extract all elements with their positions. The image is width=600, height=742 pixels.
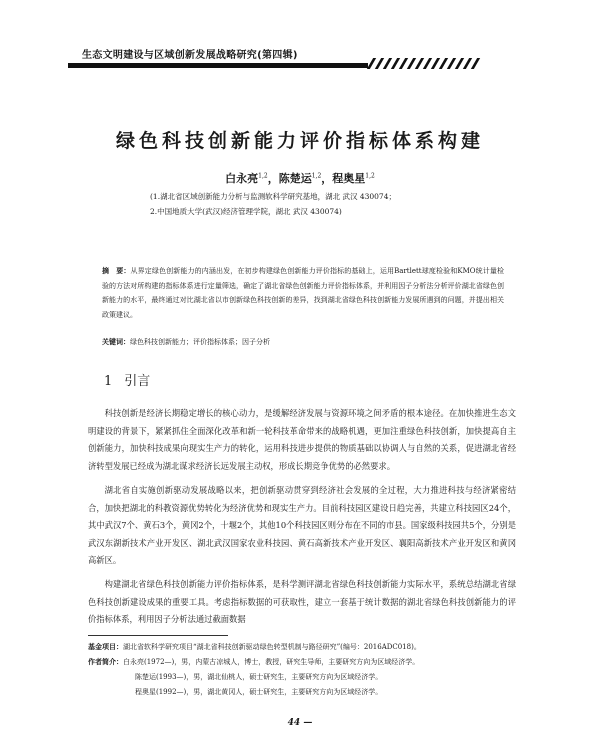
header-tick <box>471 58 480 69</box>
footnote-divider <box>88 635 228 636</box>
footnote-funding <box>88 640 518 654</box>
author-affiliation-mark: 1,2 <box>365 172 375 180</box>
author-list <box>0 170 600 186</box>
author-name: 陈楚运 <box>278 172 312 185</box>
footnote-text: 湖北省软科学研究项目“湖北省科技创新驱动绿色转型机制与路径研究”(编号：2016ADC018)。 <box>123 643 421 651</box>
abstract-label: 摘 要： <box>102 266 131 275</box>
page-number: 44 — <box>287 718 313 728</box>
footnote-author-bio <box>88 655 518 669</box>
footnote-label: 基金项目： <box>88 642 123 651</box>
author-separator: ， <box>321 172 333 185</box>
body-paragraph: 科技创新是经济长期稳定增长的核心动力，是缓解经济发展与资源环境之间矛盾的根本途径。在加快推进生态文明建设的背景下，紧紧抓住全面深化改革和新一轮科技革命带来的战略机遇，更加注重绿色科技创新，加快提高自主创新能力，加快科技成果向现实生产力的转化，运用科技进步提供的物质基础以协调人与自然的关系，促进湖北省经济转型发展已经成为湖北谋求经济长远发展主动权，形成长期竞争优势的必然要求。 <box>88 408 516 471</box>
author-name: 白永亮 <box>225 172 259 185</box>
footnote-text: 陈楚运(1993—)，男，湖北仙桃人，硕士研究生，主要研究方向为区域经济学。 <box>135 673 383 681</box>
keywords <box>102 336 504 348</box>
author-separator: ， <box>267 172 279 185</box>
header-tick-marks <box>370 58 477 70</box>
author-affiliation-mark: 1,2 <box>311 172 322 180</box>
footnote-text: 程奥星(1992—)，男，湖北黄冈人，硕士研究生，主要研究方向为区域经济学。 <box>135 688 383 696</box>
paper-title: 绿色科技创新能力评价指标体系构建 <box>115 130 484 152</box>
body-paragraph: 湖北省自实施创新驱动发展战略以来，把创新驱动贯穿到经济社会发展的全过程，大力推进科技与经济紧密结合，加快把湖北的科教资源优势转化为经济优势和现实生产力。目前科技园区建设日趋完善，共建立科技园区24个，其中武汉7个、黄石3个，黄冈2个，十堰2个，其他10个科技园区则分布在不同的市县。国家级科技园共5个，分别是武汉东湖新技术产业开发区、湖北武汉国家农业科技园、黄石高新技术产业开发区、襄阳高新技术产业开发区和黄冈高新区。 <box>88 485 516 565</box>
footnote-author-bio <box>135 685 565 699</box>
footnote-text: 白永亮(1972—)，男，内蒙古凉城人，博士，教授，研究生导师，主要研究方向为区域经济学。 <box>123 658 420 666</box>
section-number: 1 <box>104 374 113 389</box>
affiliation: (1.湖北省区域创新能力分析与监测软科学研究基地，湖北 武汉 430074； <box>150 192 396 201</box>
footnote-author-bio <box>135 670 565 684</box>
footnote-label: 作者简介： <box>88 657 123 666</box>
author-name: 程奥星 <box>332 172 366 185</box>
section-title: 引言 <box>124 374 151 389</box>
header-rule <box>68 63 368 68</box>
keywords-label: 关键词： <box>102 337 130 346</box>
body-paragraph: 构建湖北省绿色科技创新能力评价指标体系，是科学测评湖北省绿色科技创新能力实际水平，系统总结湖北省绿色科技创新建设成果的重要工具。考虑指标数据的可获取性，建立一套基于统计数据的湖北省绿色科技创新能力的评价指标体系，利用因子分析法通过截面数据 <box>88 579 516 624</box>
abstract-text: 从界定绿色创新能力的内涵出发，在初步构建绿色创新能力评价指标的基础上，运用Bartlett球度检验和KMO统计量检验的方法对所构建的指标体系进行定量筛选，确定了湖北省绿色创新能力评价指标体系，并利用因子分析法分析评价湖北省绿色创新能力的水平，最终通过对比湖北省以市创新绿色科技创新的差异，找到湖北省绿色科技创新能力发展所遇到的问题，并提出相关政策建议。 <box>102 267 504 319</box>
keywords-text: 绿色科技创新能力；评价指标体系；因子分析 <box>130 338 270 346</box>
section-heading <box>104 370 150 389</box>
running-header: 生态文明建设与区域创新发展战略研究(第四辑) <box>82 50 298 61</box>
author-affiliation-mark: 1,2 <box>258 172 268 180</box>
abstract <box>102 264 504 322</box>
affiliation: 2.中国地质大学(武汉)经济管理学院，湖北 武汉 430074) <box>150 207 342 216</box>
